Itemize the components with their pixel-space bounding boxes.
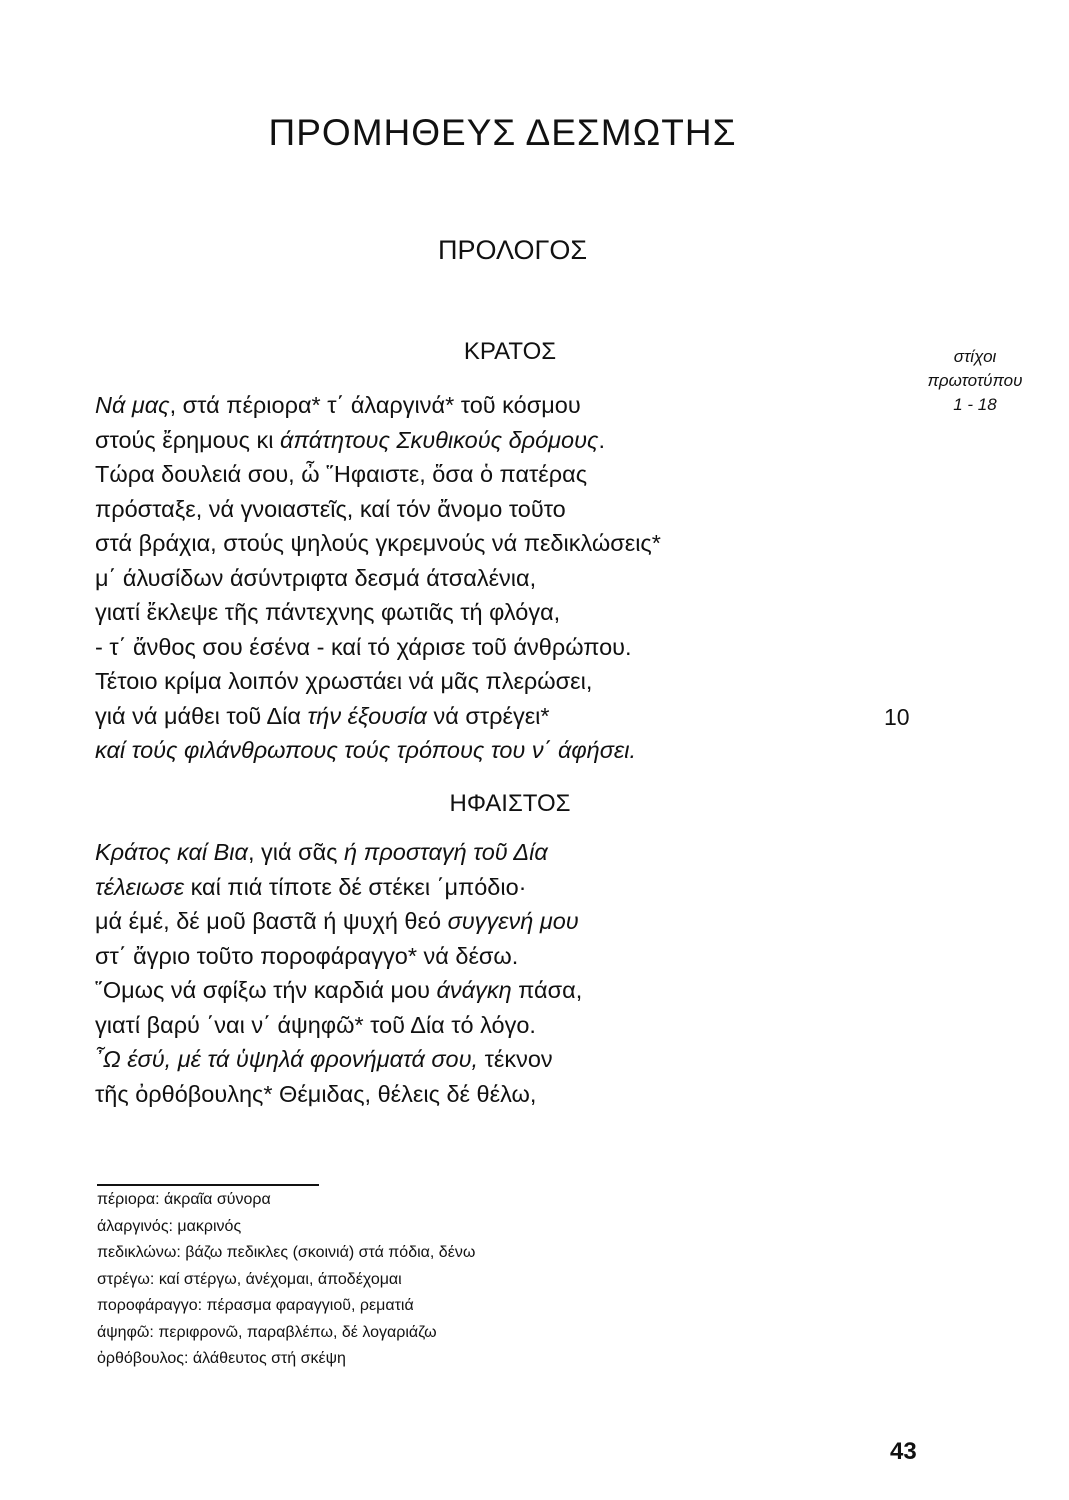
footnote: ὀρθόβουλος: άλάθευτος στή σκέψη [97, 1350, 346, 1367]
verse-segment: ή προσταγή τοῦ Δία [344, 839, 548, 865]
margin-note-line: στίχοι [953, 347, 997, 366]
margin-note-line: πρωτοτύπου [927, 371, 1023, 390]
verse-segment: τέλειωσε [95, 873, 185, 900]
verse-line [95, 457, 661, 492]
verse-line [95, 526, 661, 561]
verse-segment: ῏Ω έσύ, μέ τά ὑψηλά φρονήματά σου, [95, 1046, 479, 1072]
line-number: 10 [884, 704, 910, 730]
verse-segment: , γιά σᾶς [247, 839, 345, 865]
verse-segment: άπάτητους Σκυθικούς δρόμους [279, 426, 599, 453]
verse-line [95, 595, 661, 630]
verse-segment: Τώρα δουλειά σου, ὦ ῞Ηφαιστε, ὅσα ὁ πατέρας [95, 461, 588, 487]
verse-segment: καί πιά τίποτε δέ στέκει ΄μπόδιο· [184, 873, 527, 900]
verse-line [95, 423, 661, 458]
original-lines-note [920, 345, 1030, 417]
footnote: πεδικλώνω: βάζω πεδικλες (σκοινιά) στά πόδια, δένω [97, 1244, 476, 1261]
verse-segment: στ΄ ἄγριο τοῦτο ποροφάραγγο* νά δέσω. [95, 942, 519, 969]
verse-segment: Τέτοιο κρίμα λοιπόν χρωστάει νά μᾶς πλερώσει, [95, 668, 593, 694]
verse-segment: Νά μας [95, 392, 170, 418]
verse-segment: στούς ἔρημους κι [95, 426, 280, 453]
verse-segment: καί τούς φιλάνθρωπους τούς τρόπους του ν΄ άφήσει. [95, 737, 636, 763]
verse-segment: τέκνον [478, 1046, 553, 1072]
verse-line [95, 733, 661, 768]
verse-line [95, 492, 661, 527]
verse-segment: γιατί ἔκλεψε τῆς πάντεχνης φωτιᾶς τή φλόγα, [95, 599, 561, 625]
verse-segment: συγγενή μου [447, 908, 579, 934]
footnote: άψηφῶ: περιφρονῶ, παραβλέπω, δέ λογαριάζω [97, 1323, 437, 1341]
footnotes [97, 1187, 475, 1373]
footnote: ποροφάραγγο: πέρασμα φαραγγιοῦ, ρεματιά [97, 1297, 414, 1314]
verse-segment: πάσα, [511, 977, 583, 1003]
footnote: πέριορα: άκραῖα σύνορα [97, 1191, 271, 1208]
verse-line [95, 699, 661, 734]
verse-line [95, 1077, 582, 1112]
verse-segment: , στά πέριορα* τ΄ άλαργινά* τοῦ κόσμου [169, 392, 581, 418]
verse-line [95, 870, 582, 905]
play-title: ΠΡΟΜΗΘΕΥΣ ΔΕΣΜΩΤΗΣ [268, 112, 737, 153]
verse-segment: μ΄ άλυσίδων άσύντριφτα δεσμά άτσαλένια, [95, 564, 537, 591]
speaker-hephaistos: ΗΦΑΙΣΤΟΣ [449, 790, 571, 817]
verse-segment: - τ΄ ἄνθος σου έσένα - καί τό χάρισε τοῦ άνθρώπου. [95, 633, 632, 660]
verse-line [95, 904, 582, 939]
footnote-rule [97, 1184, 319, 1186]
verse-segment: Κράτος καί Βια [95, 839, 248, 865]
verse-segment: γιατί βαρύ ΄ναι ν΄ άψηφῶ* τοῦ Δία τό λόγο. [95, 1011, 536, 1038]
speaker-kratos: ΚΡΑΤΟΣ [463, 338, 557, 365]
verse-segment: στά βράχια, στούς ψηλούς γκρεμνούς νά πεδικλώσεις* [95, 530, 661, 556]
verse-line [95, 388, 661, 423]
verse-line [95, 561, 661, 596]
verse-segment: . [598, 426, 605, 453]
verse-segment: πρόσταξε, νά γνοιαστεῖς, καί τόν ἄνομο τοῦτο [95, 495, 566, 522]
verse-line [95, 1042, 582, 1077]
verse-segment: μά έμέ, δέ μοῦ βαστᾶ ή ψυχή θεό [95, 908, 448, 934]
verse-line [95, 939, 582, 974]
verse-line [95, 1008, 582, 1043]
verse-hephaistos [95, 835, 582, 1111]
verse-segment: τήν έξουσία [307, 702, 427, 729]
verse-segment: γιά νά μάθει τοῦ Δία [95, 702, 308, 729]
verse-segment: άνάγκη [436, 977, 512, 1003]
verse-segment: ῞Ομως νά σφίξω τήν καρδιά μου [95, 977, 437, 1003]
page-number: 43 [890, 1438, 917, 1465]
margin-note-line: 1 - 18 [953, 395, 997, 414]
verse-line [95, 973, 582, 1008]
footnote: άλαργινός: μακρινός [97, 1217, 242, 1235]
section-heading: ΠΡΟΛΟΓΟΣ [437, 235, 588, 265]
verse-line [95, 835, 582, 870]
verse-line [95, 630, 661, 665]
verse-segment: νά στρέγει* [426, 702, 550, 729]
verse-kratos [95, 388, 661, 768]
verse-segment: τῆς ὀρθόβουλης* Θέμιδας, θέλεις δέ θέλω, [95, 1080, 537, 1107]
footnote: στρέγω: καί στέργω, άνέχομαι, άποδέχομαι [97, 1270, 402, 1288]
verse-line [95, 664, 661, 699]
